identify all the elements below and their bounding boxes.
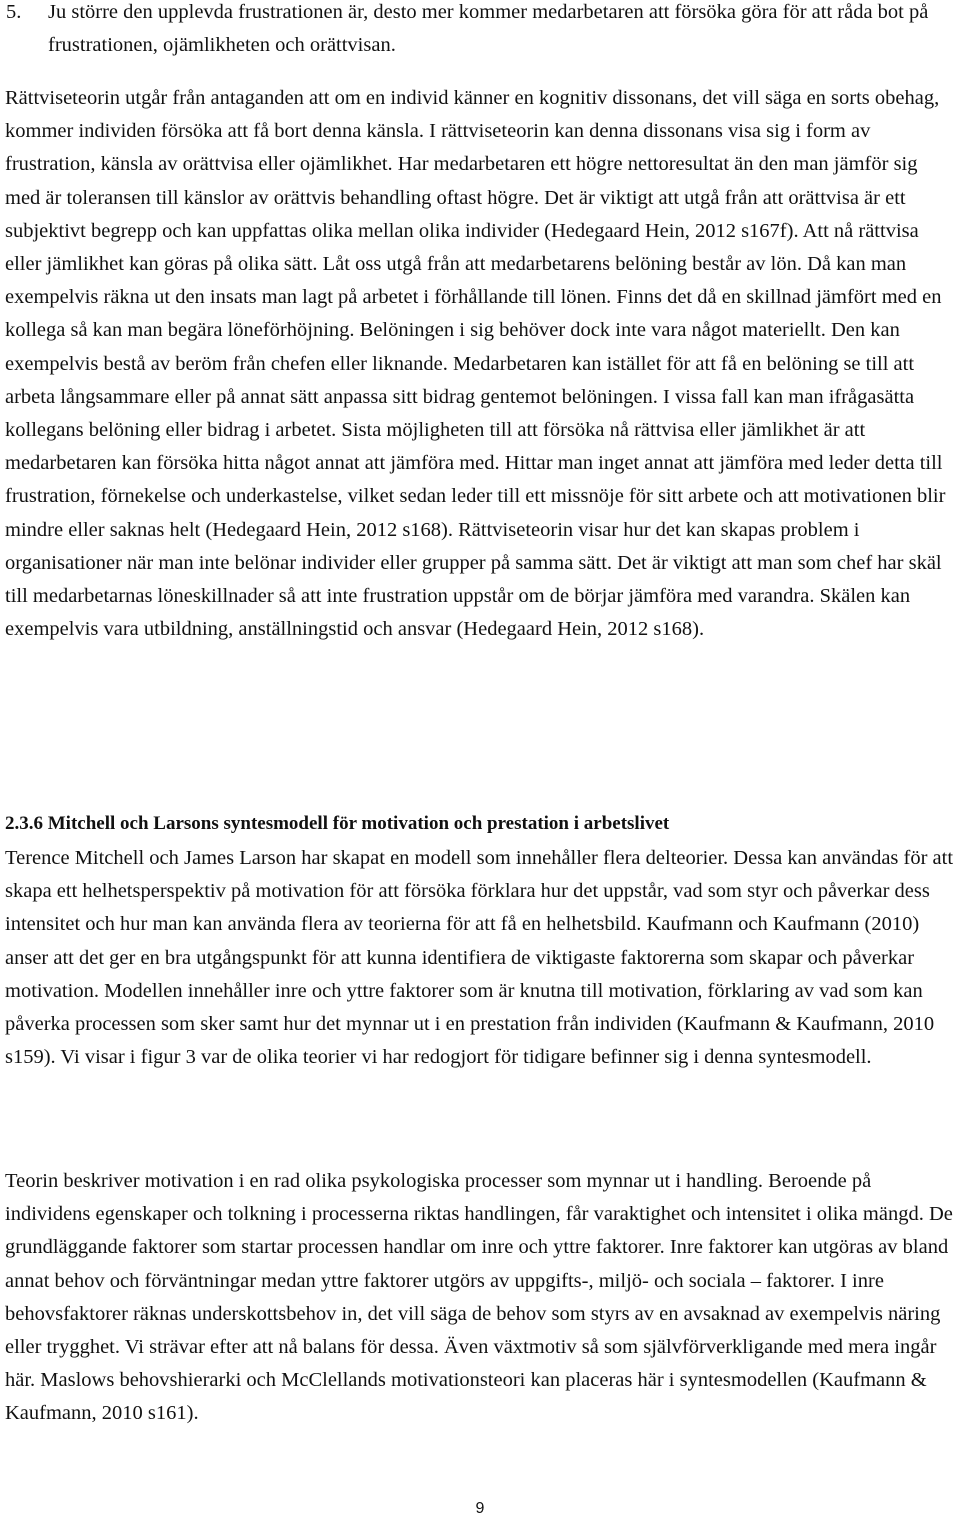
paragraph-syntesmodell: Terence Mitchell och James Larson har skapat en modell som innehåller flera delteorier. Dessa kan användas för att skapa ett helhetsperspektiv på motivation för att försöka förklara hur det uppstår, vad som styr och påverkar dess intensitet och hur man kan använda flera av teorierna för att få en helhetsbild. Kaufmann och Kaufmann (2010) anser att det ger en bra utgångspunkt för att kunna identifiera de viktigaste faktorerna som skapar och påverkar motivation. Modellen innehåller inre och yttre faktorer som är knutna till motivation, förklaring av vad som kan påverka processen som sker samt hur det mynnar ut i en prestation från individen (Kaufmann & Kaufmann, 2010 s159). Vi visar i figur 3 var de olika teorier vi har redogjort för tidigare befinner sig i denna syntesmodell. [5, 847, 954, 1069]
page-number: 9 [475, 1500, 485, 1517]
list-text: Ju större den upplevda frustrationen är, desto mer kommer medarbetaren att försöka göra för att råda bot på frustrationen, ojämlikheten och orättvisan. [48, 1, 929, 57]
section-heading: 2.3.6 Mitchell och Larsons syntesmodell för motivation och prestation i arbetslivet [5, 813, 670, 834]
list-item-5 [6, 0, 956, 62]
list-number: 5. [6, 1, 22, 23]
paragraph-rattviseteorin: Rättviseteorin utgår från antaganden att om en individ känner en kognitiv dissonans, det vill säga en sorts obehag, kommer individen försöka att få bort denna känsla. I rättviseteorin kan denna dissonans visa sig i form av frustration, känsla av orättvisa eller ojämlikhet. Har medarbetaren ett högre nettoresultat än den man jämför sig med är toleransen till känslor av orättvis behandling oftast högre. Det är viktigt att utgå från att orättvisa är ett subjektivt begrepp och kan uppfattas olika mellan olika individer (Hedegaard Hein, 2012 s167f). Att nå rättvisa eller jämlikhet kan göras på olika sätt. Låt oss utgå från att medarbetarens belöning består av lön. Då kan man exempelvis räkna ut den insats man lagt på arbetet i förhållande till lönen. Finns det då en skillnad jämfört med en kollega så kan man begära löneförhöjning. Belöningen i sig behöver dock inte vara något materiellt. Den kan exempelvis bestå av beröm från chefen eller liknande. Medarbetaren kan istället för att få en belöning se till att arbeta långsammare eller på annat sätt anpassa sitt bidrag gentemot belöningen. I vissa fall kan man ifrågasätta kollegans belöning eller bidrag i arbetet. Sista möjligheten till att försöka nå rättvisa eller jämlikhet är att medarbetaren kan försöka hitta något annat att jämföra med. Hittar man inget annat att jämföra med leder detta till frustration, förnekelse och underkastelse, vilket sedan leder till ett missnöje för sitt arbete och att motivationen blir mindre eller saknas helt (Hedegaard Hein, 2012 s168). Rättviseteorin visar hur det kan skapas problem i organisationer när man inte belönar individer eller grupper på samma sätt. Det är viktigt att man som chef har skäl till medarbetarnas löneskillnader så att inte frustration uppstår om de börjar jämföra med varandra. Skälen kan exempelvis vara utbildning, anställningstid och ansvar (Hedegaard Hein, 2012 s168). [5, 87, 946, 641]
paragraph-teorin-beskriver: Teorin beskriver motivation i en rad olika psykologiska processer som mynnar ut i handling. Beroende på individens egenskaper och tolkning i processerna riktas handlingen, får varaktighet och intensitet i olika mängd. De grundläggande faktorer som startar processen handlar om inre och yttre faktorer. Inre faktorer kan utgöras av bland annat behov och förväntningar medan yttre faktorer utgörs av uppgifts-, miljö- och sociala – faktorer. I inre behovsfaktorer räknas underskottsbehov in, det vill säga de behov som styrs av en avsaknad av exempelvis näring eller trygghet. Vi strävar efter att nå balans för dessa. Även växtmotiv så som självförverkligande med mera ingår här. Maslows behovshierarki och McClellands motivationsteori kan placeras här i syntesmodellen (Kaufmann & Kaufmann, 2010 s161). [5, 1170, 953, 1425]
